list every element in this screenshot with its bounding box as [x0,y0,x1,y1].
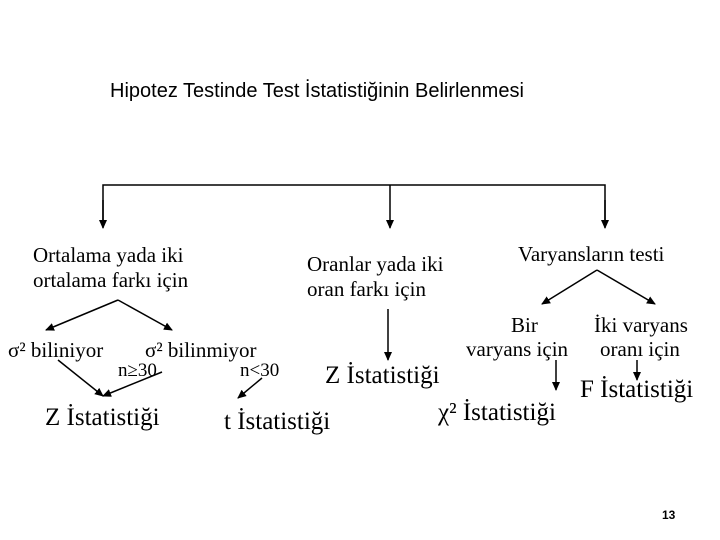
chi-square-statistic: χ² İstatistiği [438,399,556,426]
one-variance-label-line1: Bir [511,313,538,337]
mean-label-line1: Ortalama yada iki [33,243,184,267]
two-variance-label-line2: oranı için [600,337,680,361]
arrow-to-two-variance [597,270,655,304]
variance-test-label: Varyansların testi [518,242,665,266]
mean-t-statistic: t İstatistiği [224,408,331,435]
page-number: 13 [662,508,676,522]
arrow-to-unknown [118,300,172,330]
variance-unknown-label: σ² bilinmiyor [145,338,257,362]
f-statistic: F İstatistiği [580,376,694,403]
arrow-known-to-z [58,360,103,396]
one-variance-label-line2: varyans için [466,337,569,361]
two-variance-label-line1: İki varyans [594,313,688,337]
variance-known-label: σ² biliniyor [8,338,104,362]
main-bracket-line [103,185,605,225]
mean-label-line2: ortalama farkı için [33,268,189,292]
arrow-to-known [46,300,118,330]
slide-title: Hipotez Testinde Test İstatistiğinin Belirlenmesi [110,80,524,102]
proportion-label-line1: Oranlar yada iki [307,252,444,276]
proportion-z-statistic: Z İstatistiği [325,362,440,389]
mean-z-statistic: Z İstatistiği [45,404,160,431]
small-n-label: n<30 [240,360,280,381]
arrow-to-one-variance [542,270,597,304]
proportion-label-line2: oran farkı için [307,277,426,301]
large-n-label: n≥30 [118,360,157,381]
